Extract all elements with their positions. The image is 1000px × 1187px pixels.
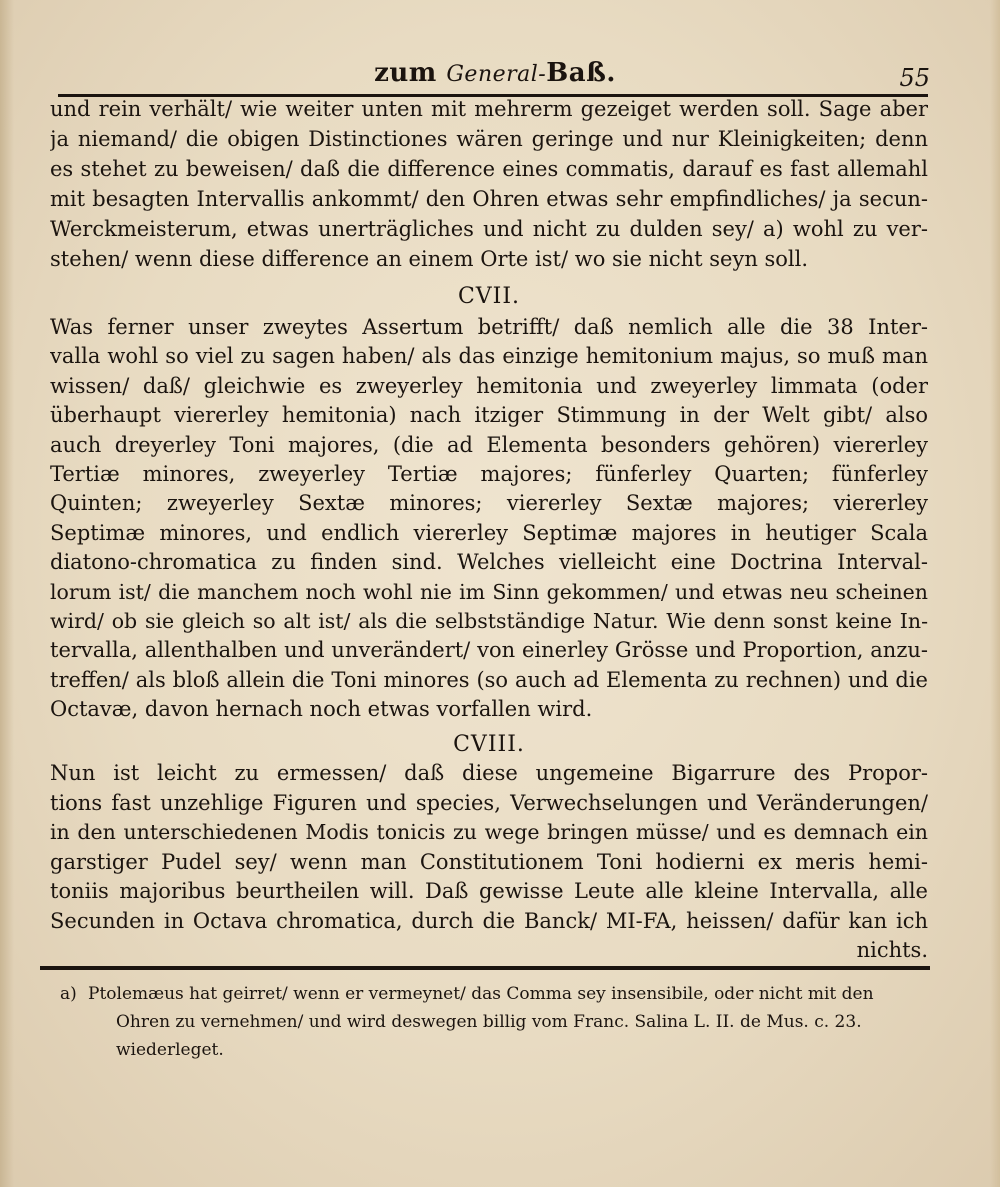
text-line: garstiger Pudel sey/ wenn man Constitutionem Toni hodierni ex meris hemi- [50, 849, 928, 874]
text-line: wissen/ daß/ gleichwie es zweyerley hemitonia und zweyerley limmata (oder [50, 373, 928, 398]
text-line: in den unterschiedenen Modis tonicis zu wege bringen müsse/ und es demnach ein [50, 820, 928, 844]
footnote-line: Ptolemæus hat geirret/ wenn er vermeynet/ das Comma sey insensibile, oder nicht mit den [88, 984, 874, 1004]
running-header [60, 56, 930, 90]
section-heading-cviii: CVIII. [453, 732, 525, 757]
running-title-suffix: Baß. [546, 58, 616, 88]
text-line: überhaupt viererley hemitonia) nach itziger Stimmung in der Welt gibt/ also [50, 403, 928, 428]
text-line: Nun ist leicht zu ermessen/ daß diese ungemeine Bigarrure des Propor- [50, 761, 928, 785]
text-line: Werckmeisterum, etwas unerträgliches und nicht zu dulden sey/ a) wohl zu ver- [50, 217, 928, 241]
footnote-line: Ohren zu vernehmen/ und wird deswegen billig vom Franc. Salina L. II. de Mus. c. 23. [116, 1012, 862, 1032]
text-line: lorum ist/ die manchem noch wohl nie im Sinn gekommen/ und etwas neu scheinen [50, 579, 928, 604]
page-number: 55 [899, 64, 930, 92]
text-line: valla wohl so viel zu sagen haben/ als das einzige hemitonium majus, so muß man [50, 344, 928, 369]
text-line: nichts. [856, 938, 928, 962]
text-line: auch dreyerley Toni majores, (die ad Elementa besonders gehören) viererley [50, 432, 928, 457]
text-line: treffen/ als bloß allein die Toni minores (so auch ad Elementa zu rechnen) und die [50, 667, 928, 692]
text-line: ja niemand/ die obigen Distinctiones wären geringe und nur Kleinigkeiten; denn [50, 127, 928, 151]
text-line: wird/ ob sie gleich so alt ist/ als die selbstständige Natur. Wie denn sonst keine In- [50, 609, 928, 633]
text-line: tervalla, allenthalben und unverändert/ von einerley Grösse und Proportion, anzu- [50, 638, 928, 663]
text-line: Quinten; zweyerley Sextæ minores; viererley Sextæ majores; viererley [50, 491, 928, 516]
running-title-prefix: zum [374, 58, 437, 88]
text-line: Tertiæ minores, zweyerley Tertiæ majores; fünferley Quarten; fünferley [50, 462, 928, 486]
text-line: und rein verhält/ wie weiter unten mit mehrerm gezeiget werden soll. Sage aber [50, 97, 928, 121]
text-line: tions fast unzehlige Figuren und species, Verwechselungen und Veränderungen/ [50, 790, 928, 815]
footnote-marker: a) [60, 984, 77, 1004]
text-line: Octavæ, davon hernach noch etwas vorfallen wird. [50, 697, 593, 722]
text-line: mit besagten Intervallis ankommt/ den Ohren etwas sehr empfindliches/ ja secun- [50, 187, 928, 211]
text-line: stehen/ wenn diese difference an einem Orte ist/ wo sie nicht seyn soll. [50, 247, 809, 271]
text-line: Secunden in Octava chromatica, durch die Banck/ MI-FA, heissen/ dafür kan ich [50, 908, 928, 933]
text-line: toniis majoribus beurtheilen will. Daß gewisse Leute alle kleine Intervalla, alle [50, 879, 928, 903]
text-line: Septimæ minores, und endlich viererley Septimæ majores in heutiger Scala [50, 520, 928, 545]
text-line: Was ferner unser zweytes Assertum betrifft/ daß nemlich alle die 38 Inter- [50, 315, 928, 339]
text-line: es stehet zu beweisen/ daß die difference eines commatis, darauf es fast allemahl [50, 157, 928, 181]
footnote-line: wiederleget. [116, 1040, 224, 1060]
section-heading-cvii: CVII. [457, 284, 521, 309]
footnote-rule [40, 966, 930, 970]
running-title-italic: General- [446, 62, 547, 87]
text-line: diatono-chromatica zu finden sind. Welches vielleicht eine Doctrina Interval- [50, 550, 928, 575]
running-title [60, 58, 930, 88]
